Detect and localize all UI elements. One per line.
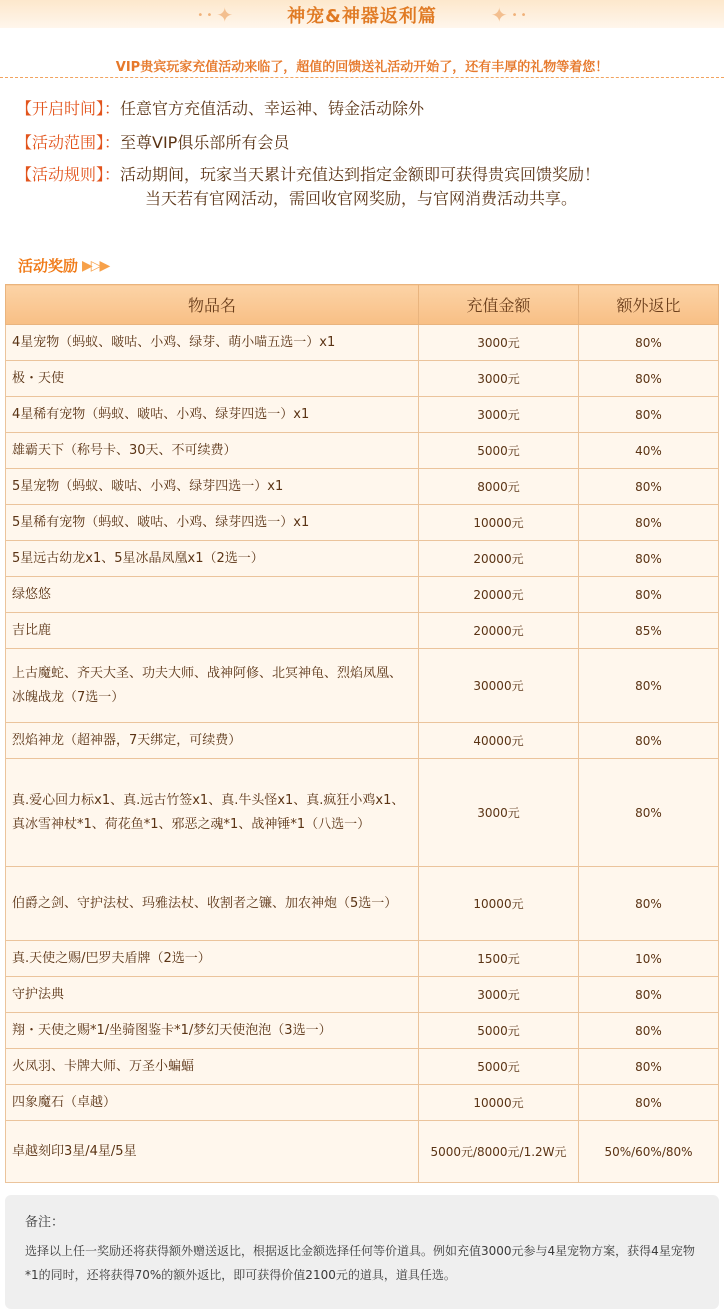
table-row bbox=[6, 1013, 719, 1049]
cell-item: 5星宠物（蚂蚁、啵咕、小鸡、绿芽四选一）x1 bbox=[6, 469, 419, 505]
table-row bbox=[6, 325, 719, 361]
cell-amount: 20000元 bbox=[419, 577, 579, 613]
cell-item: 5星远古幼龙x1、5星冰晶凤凰x1（2选一） bbox=[6, 541, 419, 577]
cell-item: 绿悠悠 bbox=[6, 577, 419, 613]
start-time-value: 任意官方充值活动、幸运神、铸金活动除外 bbox=[120, 99, 425, 118]
cell-amount: 8000元 bbox=[419, 469, 579, 505]
table-row bbox=[6, 1049, 719, 1085]
cell-item: 真.爱心回力标x1、真.远古竹签x1、真.牛头怪x1、真.疯狂小鸡x1、真冰雪神杖*1、荷花鱼*1、邪恶之魂*1、战神锤*1（八选一） bbox=[6, 759, 419, 867]
page-title: 神宠&神器返利篇 bbox=[287, 6, 437, 27]
table-row bbox=[6, 505, 719, 541]
cell-amount: 30000元 bbox=[419, 649, 579, 723]
cell-amount: 5000元 bbox=[419, 433, 579, 469]
table-row bbox=[6, 613, 719, 649]
cell-item: 火凤羽、卡牌大师、万圣小蝙蝠 bbox=[6, 1049, 419, 1085]
cell-item: 5星稀有宠物（蚂蚁、啵咕、小鸡、绿芽四选一）x1 bbox=[6, 505, 419, 541]
cell-item: 4星宠物（蚂蚁、啵咕、小鸡、绿芽、萌小喵五选一）x1 bbox=[6, 325, 419, 361]
divider bbox=[0, 77, 724, 78]
cell-amount: 20000元 bbox=[419, 541, 579, 577]
table-header-row bbox=[6, 285, 719, 325]
intro-text: VIP贵宾玩家充值活动来临了，超值的回馈送礼活动开始了，还有丰厚的礼物等着您！ bbox=[115, 60, 609, 75]
cell-ratio: 50%/60%/80% bbox=[579, 1121, 719, 1183]
cell-amount: 3000元 bbox=[419, 325, 579, 361]
cell-ratio: 80% bbox=[579, 1013, 719, 1049]
cell-ratio: 80% bbox=[579, 361, 719, 397]
cell-ratio: 80% bbox=[579, 505, 719, 541]
cell-ratio: 80% bbox=[579, 325, 719, 361]
table-row bbox=[6, 361, 719, 397]
title-row bbox=[0, 0, 724, 30]
table-row bbox=[6, 977, 719, 1013]
section-title bbox=[18, 255, 108, 276]
cell-ratio: 80% bbox=[579, 867, 719, 941]
cell-amount: 1500元 bbox=[419, 941, 579, 977]
header-item-name: 物品名 bbox=[6, 285, 419, 325]
cell-item: 四象魔石（卓越） bbox=[6, 1085, 419, 1121]
table-row bbox=[6, 397, 719, 433]
note-box bbox=[5, 1195, 719, 1309]
rules-line-2: 当天若有官网活动，需回收官网奖励，与官网消费活动共享。 bbox=[145, 189, 578, 208]
cell-ratio: 40% bbox=[579, 433, 719, 469]
cell-ratio: 80% bbox=[579, 649, 719, 723]
table-row bbox=[6, 941, 719, 977]
cell-item: 极・天使 bbox=[6, 361, 419, 397]
rewards-table bbox=[5, 284, 719, 1183]
cell-item: 雄霸天下（称号卡、30天、不可续费） bbox=[6, 433, 419, 469]
header-ratio: 额外返比 bbox=[579, 285, 719, 325]
cell-amount: 3000元 bbox=[419, 361, 579, 397]
cell-ratio: 80% bbox=[579, 397, 719, 433]
cell-ratio: 80% bbox=[579, 977, 719, 1013]
table-row bbox=[6, 433, 719, 469]
cell-item: 吉比鹿 bbox=[6, 613, 419, 649]
right-ornament-icon: ✦ • • bbox=[490, 3, 527, 27]
rules-tag: 【活动规则】： bbox=[16, 165, 121, 184]
cell-ratio: 80% bbox=[579, 759, 719, 867]
cell-item: 真.天使之赐/巴罗夫盾牌（2选一） bbox=[6, 941, 419, 977]
cell-amount: 10000元 bbox=[419, 867, 579, 941]
cell-ratio: 80% bbox=[579, 1049, 719, 1085]
info-rules bbox=[16, 163, 600, 211]
rules-line-1: 活动期间，玩家当天累计充值达到指定金额即可获得贵宾回馈奖励！ bbox=[120, 165, 601, 184]
cell-amount: 5000元/8000元/1.2W元 bbox=[419, 1121, 579, 1183]
table-row bbox=[6, 1085, 719, 1121]
cell-item: 上古魔蛇、齐天大圣、功夫大师、战神阿修、北冥神龟、烈焰凤凰、冰魄战龙（7选一） bbox=[6, 649, 419, 723]
info-scope bbox=[16, 131, 289, 155]
cell-item: 卓越刻印3星/4星/5星 bbox=[6, 1121, 419, 1183]
table-row bbox=[6, 541, 719, 577]
cell-amount: 5000元 bbox=[419, 1049, 579, 1085]
scope-value: 至尊VIP俱乐部所有会员 bbox=[120, 133, 290, 152]
cell-amount: 40000元 bbox=[419, 723, 579, 759]
left-ornament-icon: • • ✦ bbox=[197, 3, 234, 27]
cell-item: 烈焰神龙（超神器，7天绑定，可续费） bbox=[6, 723, 419, 759]
cell-amount: 10000元 bbox=[419, 1085, 579, 1121]
cell-amount: 3000元 bbox=[419, 397, 579, 433]
cell-amount: 5000元 bbox=[419, 1013, 579, 1049]
start-time-tag: 【开启时间】： bbox=[16, 99, 121, 118]
table-row bbox=[6, 469, 719, 505]
cell-ratio: 80% bbox=[579, 577, 719, 613]
cell-amount: 10000元 bbox=[419, 505, 579, 541]
cell-item: 伯爵之剑、守护法杖、玛雅法杖、收割者之镰、加农神炮（5选一） bbox=[6, 867, 419, 941]
scope-tag: 【活动范围】： bbox=[16, 133, 121, 152]
note-text: 选择以上任一奖励还将获得额外赠送返比，根据返比金额选择任何等价道具。例如充值3000元参与4星宠物方案，获得4星宠物*1的同时，还将获得70%的额外返比，即可获得价值2100元的道具，道具任选。 bbox=[25, 1244, 695, 1282]
table-row bbox=[6, 867, 719, 941]
section-title-text: 活动奖励 bbox=[18, 257, 79, 275]
cell-ratio: 85% bbox=[579, 613, 719, 649]
cell-item: 守护法典 bbox=[6, 977, 419, 1013]
header-amount: 充值金额 bbox=[419, 285, 579, 325]
table-row bbox=[6, 723, 719, 759]
info-start-time bbox=[16, 97, 424, 121]
cell-ratio: 80% bbox=[579, 469, 719, 505]
cell-amount: 3000元 bbox=[419, 759, 579, 867]
cell-item: 翔・天使之赐*1/坐骑图鉴卡*1/梦幻天使泡泡（3选一） bbox=[6, 1013, 419, 1049]
table-row bbox=[6, 1121, 719, 1183]
cell-amount: 3000元 bbox=[419, 977, 579, 1013]
table-row bbox=[6, 577, 719, 613]
cell-item: 4星稀有宠物（蚂蚁、啵咕、小鸡、绿芽四选一）x1 bbox=[6, 397, 419, 433]
table-row bbox=[6, 759, 719, 867]
cell-ratio: 80% bbox=[579, 1085, 719, 1121]
note-title: 备注： bbox=[25, 1215, 65, 1230]
cell-amount: 20000元 bbox=[419, 613, 579, 649]
arrows-icon: ▶▷▶ bbox=[82, 257, 109, 274]
table-row bbox=[6, 649, 719, 723]
cell-ratio: 80% bbox=[579, 723, 719, 759]
cell-ratio: 80% bbox=[579, 541, 719, 577]
cell-ratio: 10% bbox=[579, 941, 719, 977]
